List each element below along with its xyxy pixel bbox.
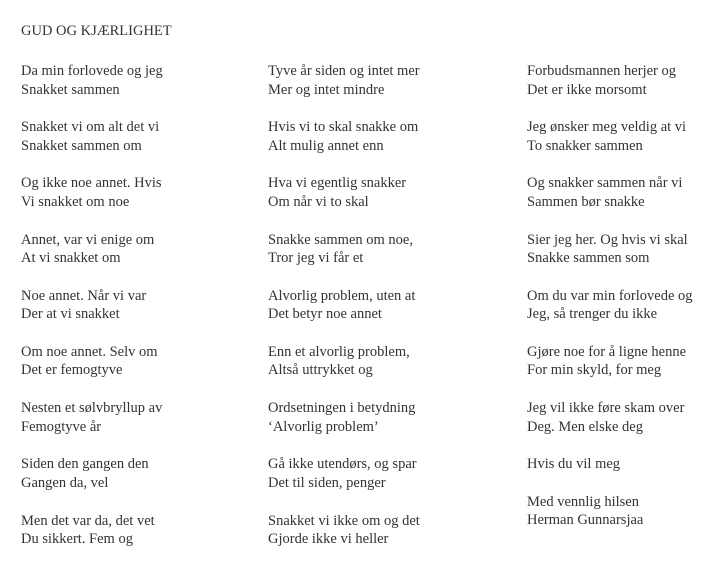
stanza — [21, 231, 163, 268]
stanza — [527, 174, 693, 211]
stanza — [527, 62, 693, 99]
stanza — [268, 455, 420, 492]
stanza — [21, 455, 163, 492]
stanza — [268, 118, 420, 155]
stanza — [527, 343, 693, 380]
poem-line: At vi snakket om — [21, 250, 121, 267]
stanza — [268, 399, 420, 436]
sign-off-line: Med vennlig hilsen — [527, 493, 639, 510]
poem-line: Hva vi egentlig snakker — [268, 175, 407, 192]
poem-line: To snakker sammen — [527, 137, 643, 154]
poem-line: Noe annet. Når vi var — [21, 287, 147, 304]
poem-column-1 — [21, 62, 163, 568]
poem-line: Gangen da, vel — [21, 474, 109, 491]
stanza — [268, 287, 420, 324]
stanza — [268, 62, 420, 99]
stanza — [268, 231, 420, 268]
poem-line: Sammen bør snakke — [527, 193, 645, 210]
poem-line: Snakket vi om alt det vi — [21, 119, 160, 136]
stanza — [21, 512, 163, 549]
stanza — [527, 231, 693, 268]
poem-line: Altså uttrykket og — [268, 362, 373, 379]
poem-line: Femogtyve år — [21, 418, 102, 435]
stanza — [527, 455, 693, 474]
poem-line: Tror jeg vi får et — [268, 250, 364, 267]
poem-line: Snakket vi ikke om og det — [268, 512, 420, 529]
poem-line: Der at vi snakket — [21, 306, 120, 323]
poem-line: Gå ikke utendørs, og spar — [268, 456, 417, 473]
poem-line: Det er ikke morsomt — [527, 81, 647, 98]
poem-line: Deg. Men elske deg — [527, 418, 643, 435]
author-name: Herman Gunnarsjaa — [527, 512, 644, 529]
stanza — [527, 118, 693, 155]
poem-line: Du sikkert. Fem og — [21, 531, 133, 547]
stanza — [21, 343, 163, 380]
poem-line: Annet, var vi enige om — [21, 231, 155, 248]
poem-line: Snakke sammen om noe, — [268, 231, 413, 248]
poem-line: Om når vi to skal — [268, 193, 369, 210]
poem-column-2 — [268, 62, 420, 568]
poem-line: Ordsetningen i betydning — [268, 400, 416, 417]
poem-line: Tyve år siden og intet mer — [268, 63, 420, 79]
poem-line: Vi snakket om noe — [21, 193, 130, 210]
signature — [527, 493, 693, 530]
poem-line: Snakket sammen — [21, 81, 120, 98]
poem-line: Gjorde ikke vi heller — [268, 531, 389, 547]
poem-line: Forbudsmannen herjer og — [527, 63, 676, 79]
poem-line: Snakke sammen som — [527, 250, 650, 267]
stanza — [268, 174, 420, 211]
poem-line: Hvis vi to skal snakke om — [268, 119, 419, 136]
stanza — [527, 399, 693, 436]
poem-line: Gjøre noe for å ligne henne — [527, 343, 687, 360]
poem-line: Siden den gangen den — [21, 456, 149, 473]
poem-title: GUD OG KJÆRLIGHET — [21, 23, 172, 39]
poem-line: Mer og intet mindre — [268, 81, 385, 98]
stanza — [21, 399, 163, 436]
poem-line: For min skyld, for meg — [527, 362, 662, 379]
stanza — [268, 512, 420, 549]
stanza — [21, 287, 163, 324]
poem-line: Om du var min forlovede og — [527, 287, 693, 304]
poem-line: Hvis du vil meg — [527, 456, 621, 473]
poem-line: Og ikke noe annet. Hvis — [21, 175, 162, 192]
poem-line: Jeg vil ikke føre skam over — [527, 400, 685, 417]
stanza — [21, 62, 163, 99]
poem-line: Enn et alvorlig problem, — [268, 343, 410, 360]
poem-line: ‘Alvorlig problem’ — [268, 418, 379, 435]
poem-line: Alt mulig annet enn — [268, 137, 384, 154]
poem-line: Det betyr noe annet — [268, 306, 382, 323]
poem-line: Og snakker sammen når vi — [527, 175, 683, 192]
poem-line: Men det var da, det vet — [21, 512, 155, 529]
poem-line: Det til siden, penger — [268, 474, 386, 491]
poem-line: Sier jeg her. Og hvis vi skal — [527, 231, 688, 248]
poem-line: Det er femogtyve — [21, 362, 123, 379]
poem-line: Jeg, så trenger du ikke — [527, 306, 658, 323]
poem-column-3 — [527, 62, 693, 549]
stanza — [268, 343, 420, 380]
poem-line: Snakket sammen om — [21, 137, 142, 154]
stanza — [527, 287, 693, 324]
poem-line: Alvorlig problem, uten at — [268, 287, 416, 304]
stanza — [21, 174, 163, 211]
stanza — [21, 118, 163, 155]
poem-line: Om noe annet. Selv om — [21, 343, 158, 360]
poem-line: Nesten et sølvbryllup av — [21, 400, 163, 417]
poem-line: Da min forlovede og jeg — [21, 63, 163, 79]
poem-line: Jeg ønsker meg veldig at vi — [527, 119, 687, 136]
